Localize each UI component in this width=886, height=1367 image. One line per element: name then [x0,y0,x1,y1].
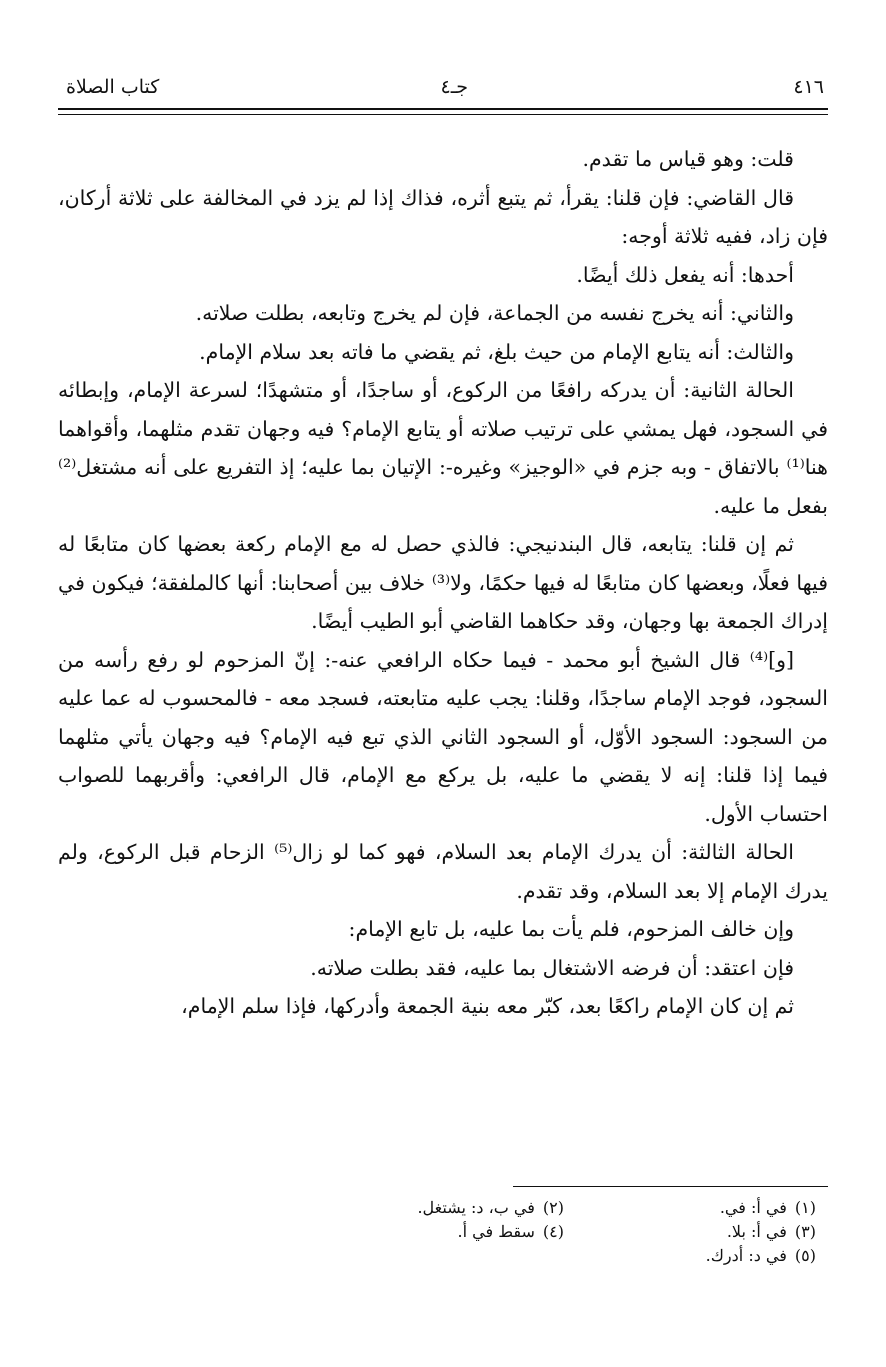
paragraph: ثم إن قلنا: يتابعه، قال البندنيجي: فالذي حصل له مع الإمام ركعة بعضها كان متابعًا له فيها فعلًا، وبعضها كان متابعًا له فيها حكمًا، ولا⁽³⁾ خلاف بين أصحابنا: أنها كالملفقة؛ فيكون في إدراك الجمعة بها وجهان، وقد حكاهما القاضي أبو الطيب أيضًا. [58,532,829,633]
footnote [576,1196,828,1220]
paragraph: الحالة الثانية: أن يدركه رافعًا من الركوع، أو ساجدًا، أو متشهدًا؛ لسرعة الإمام، وإبطائه في السجود، فهل يمشي على ترتيب صلاته أو يتابع الإمام؟ فيه وجهان تقدم مثلهما، وأقواهما هنا⁽¹⁾ بالاتفاق - وبه جزم في «الوجيز» وغيره-: الإتيان بما عليه؛ إذ التفريع على أنه مشتغل⁽²⁾ بفعل ما عليه. [58,378,828,518]
volume-label: جـ٤ [440,76,468,98]
paragraph: قلت: وهو قياس ما تقدم. [582,147,794,171]
footnote-row [58,1196,828,1220]
paragraph: فإن اعتقد: أن فرضه الاشتغال بما عليه، فقد بطلت صلاته. [310,955,794,980]
footnote-text: في أ: بلا. [726,1222,787,1241]
page-number: ٤١٦ [793,76,824,98]
footnote-marker: (٢) [542,1198,564,1217]
paragraph: أحدها: أنه يفعل ذلك أيضًا. [576,262,794,287]
main-text [58,140,828,1026]
footnote-marker: (٤) [542,1222,564,1241]
footnote-text: في أ: في. [719,1198,787,1217]
footnote-marker: (١) [794,1198,816,1217]
header-rule-thin [58,114,828,115]
footnote [576,1244,828,1268]
footnote [324,1220,576,1244]
paragraph: ثم إن كان الإمام راكعًا بعد، كبّر معه بنية الجمعة وأدركها، فإذا سلم الإمام، [181,994,794,1018]
page-header [58,68,828,108]
footnote-separator [513,1186,828,1187]
footnotes [58,1196,828,1268]
footnote-marker: (٥) [794,1246,816,1265]
paragraph: [و]⁽⁴⁾ قال الشيخ أبو محمد - فيما حكاه الرافعي عنه-: إنّ المزحوم لو رفع رأسه من السجود، فوجد الإمام ساجدًا، وقلنا: يجب عليه متابعته، فسجد معه - فالمحسوب له عما عليه من السجود: السجود الأوّل، أو السجود الثاني الذي تبع فيه الإمام؟ فيه وجهان يأتي مثلهما فيما إذا قلنا: إنه لا يقضي ما عليه، بل يركع مع الإمام، قال الرافعي: وأقربهما للصواب احتساب الأول. [58,647,828,826]
footnote [576,1220,828,1244]
paragraph: الحالة الثالثة: أن يدرك الإمام بعد السلام، فهو كما لو زال⁽⁵⁾ الزحام قبل الركوع، ولم يدرك الإمام إلا بعد السلام، وقد تقدم. [58,840,828,903]
footnote-marker: (٣) [794,1222,816,1241]
footnote-row [58,1244,828,1268]
footnote-text: سقط في أ. [457,1222,535,1241]
footnote-text: في د: أدرك. [705,1246,787,1265]
paragraph: والثاني: أنه يخرج نفسه من الجماعة، فإن لم يخرج وتابعه، بطلت صلاته. [195,301,794,325]
book-page [58,0,828,1367]
footnote-text: في ب، د: يشتغل. [417,1198,535,1217]
paragraph: والثالث: أنه يتابع الإمام من حيث بلغ، ثم يقضي ما فاته بعد سلام الإمام. [199,339,794,364]
header-rule-thick [58,108,828,110]
paragraph: وإن خالف المزحوم، فلم يأت بما عليه، بل تابع الإمام: [348,917,794,941]
footnote-row [58,1220,828,1244]
footnote [324,1196,576,1220]
book-title: كتاب الصلاة [66,76,160,98]
paragraph: قال القاضي: فإن قلنا: يقرأ، ثم يتبع أثره، فذاك إذا لم يزد في المخالفة على ثلاثة أركان، فإن زاد، ففيه ثلاثة أوجه: [58,185,828,248]
